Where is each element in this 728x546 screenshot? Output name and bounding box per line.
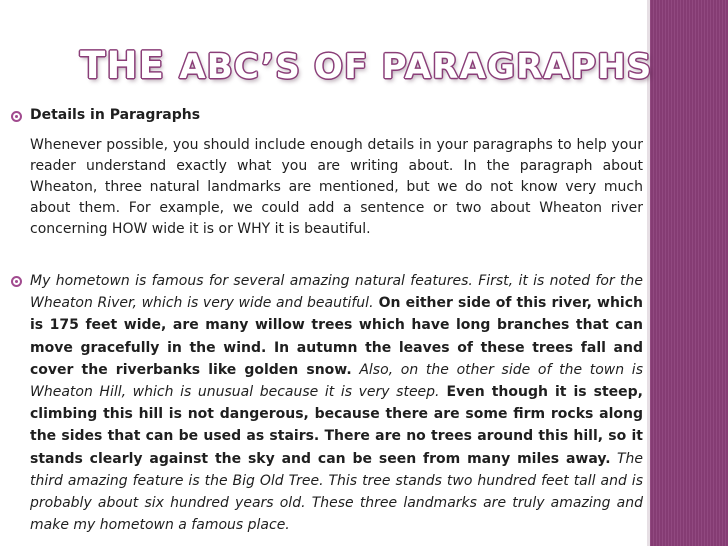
bullet-icon bbox=[11, 276, 22, 287]
slide-title-lead: THE bbox=[80, 44, 166, 87]
example-sentence-italic: My hometown is famous for several amazing natural features. First, it is noted for the Wheaton River, which is very wide and beautiful. bbox=[30, 273, 643, 312]
decorative-side-stripe bbox=[650, 0, 728, 546]
example-detail-bold: On either side of this river, which is 175 feet wide, are many willow trees which have long branches that can move gracefully in the wind. In autumn the leaves of these trees fall and cover the riverbanks like golden snow. bbox=[30, 295, 643, 378]
bullet-heading: Details in Paragraphs bbox=[30, 107, 201, 123]
example-sentence-italic: Also, on the other side of the town is Wheaton Hill, which is unusual because it is very steep. bbox=[30, 361, 643, 401]
example-sentence-italic: The third amazing feature is the Big Old Tree. This tree stands two hundred feet tall and is probably about six hundred years old. These three landmarks are truly amazing and make my hometown a famous place. bbox=[30, 450, 643, 534]
bullet-example-paragraph bbox=[30, 270, 643, 536]
bullet-body-text: Whenever possible, you should include enough details in your paragraphs to help your reader understand exactly what you are writing about. In the paragraph about Wheaton, three natural landmarks are mentioned, but we do not know very much about them. For example, we could add a sentence or two about Wheaton river concerning HOW wide it is or WHY it is beautiful. bbox=[30, 137, 643, 237]
bullet-details-in-paragraphs bbox=[30, 105, 643, 240]
slide-title-rest: ABC’S OF PARAGRAPHS bbox=[179, 47, 653, 87]
slide-title bbox=[80, 42, 653, 91]
example-detail-bold: Even though it is steep, climbing this hill is not dangerous, because there are some firm rocks along the sides that can be used as stairs. There are no trees around this hill, so it stands clearly against the sky and can be seen from many miles away. bbox=[30, 384, 643, 467]
example-paragraph-text bbox=[30, 270, 643, 536]
bullet-icon bbox=[11, 111, 22, 122]
